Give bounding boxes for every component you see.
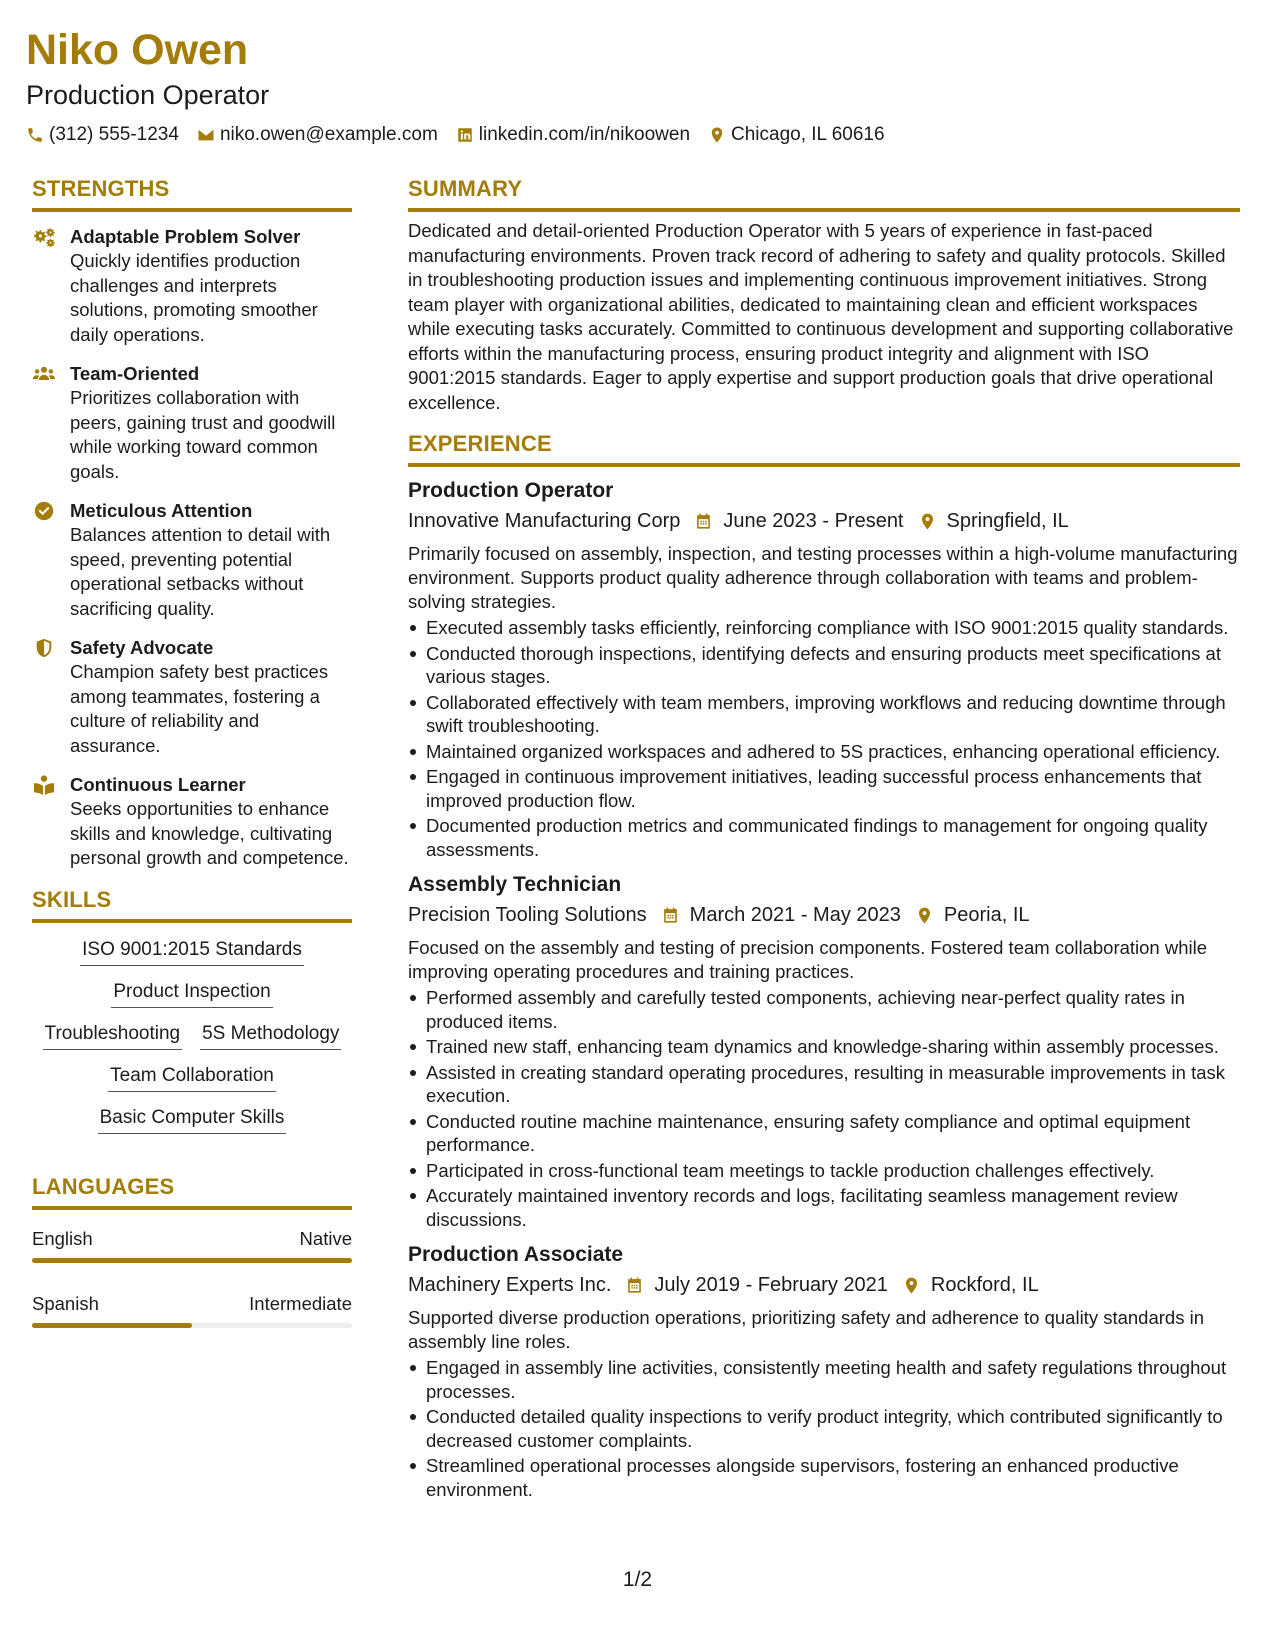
proficiency-bar xyxy=(32,1323,352,1328)
job-location: Springfield, IL xyxy=(946,510,1069,532)
strengths-list xyxy=(32,224,352,871)
map-pin-icon xyxy=(918,512,937,531)
job-entry xyxy=(408,871,1240,1231)
language-item xyxy=(32,1226,352,1263)
job-entry xyxy=(408,477,1240,861)
skills-list xyxy=(32,937,352,1134)
job-bullet: Documented production metrics and communicated findings to management for ongoing quality assessments. xyxy=(408,814,1240,861)
phone-icon xyxy=(26,126,44,144)
skill-tag: Basic Computer Skills xyxy=(98,1105,287,1134)
language-level: Native xyxy=(299,1227,352,1249)
strength-item xyxy=(32,361,352,484)
linkedin-text[interactable]: linkedin.com/in/nikoowen xyxy=(478,124,691,145)
page-number: 1/2 xyxy=(622,1568,653,1591)
calendar-icon xyxy=(694,512,713,531)
job-company: Innovative Manufacturing Corp xyxy=(408,510,681,532)
job-bullet: Conducted thorough inspections, identifying defects and ensuring products meet specifications at various stages. xyxy=(408,642,1240,689)
phone-text: (312) 555-1234 xyxy=(49,124,179,145)
language-name: Spanish xyxy=(32,1292,99,1314)
calendar-icon xyxy=(625,1276,644,1295)
location-text: Chicago, IL 60616 xyxy=(731,124,885,145)
job-bullet: Collaborated effectively with team members, improving workflows and reducing downtime through swift troubleshooting. xyxy=(408,691,1240,738)
experience-list xyxy=(408,477,1240,1501)
contact-location xyxy=(708,124,885,146)
job-description: Supported diverse production operations, prioritizing safety and adherence to quality standards in assembly line roles. xyxy=(408,1307,1204,1352)
job-title: Production Associate xyxy=(408,1243,624,1266)
map-pin-icon xyxy=(915,906,934,925)
skill-tag: 5S Methodology xyxy=(200,1021,341,1050)
job-company: Precision Tooling Solutions xyxy=(408,904,647,926)
strength-title: Adaptable Problem Solver xyxy=(70,226,301,247)
users-icon xyxy=(32,363,56,385)
job-location: Rockford, IL xyxy=(930,1274,1039,1296)
summary-text: Dedicated and detail-oriented Production Operator with 5 years of experience in fast-paced manufacturing environments. Proven track record of adhering to safety and quality protocols. Skilled in troubleshooting production issues and implementing continuous improvement initiatives. Strong team player with organizational abilities, dedicated to maintaining clean and efficient workspaces while executing tasks accurately. Committed to continuous development and supporting collaborative efforts within the manufacturing process, ensuring product integrity and alignment with ISO 9001:2015 standards. Eager to apply expertise and support production goals that drive operational excellence. xyxy=(408,220,1234,413)
contact-email[interactable] xyxy=(197,124,438,146)
book-reader-icon xyxy=(32,774,56,796)
contact-bar xyxy=(26,124,903,146)
contact-linkedin[interactable] xyxy=(456,124,690,146)
job-entry xyxy=(408,1241,1240,1501)
right-column xyxy=(408,174,1240,1511)
job-dates: June 2023 - Present xyxy=(723,510,904,532)
strength-desc: Balances attention to detail with speed, preventing potential operational setbacks without sacrificing quality. xyxy=(70,524,331,619)
candidate-title: Production Operator xyxy=(26,80,270,110)
job-bullets xyxy=(408,1356,1240,1501)
candidate-name: Niko Owen xyxy=(26,26,249,74)
map-pin-icon xyxy=(708,126,726,144)
job-bullet: Assisted in creating standard operating procedures, resulting in measurable improvements in task execution. xyxy=(408,1061,1240,1108)
job-title: Production Operator xyxy=(408,479,614,502)
experience-heading: EXPERIENCE xyxy=(408,429,1240,467)
job-bullet: Executed assembly tasks efficiently, reinforcing compliance with ISO 9001:2015 quality standards. xyxy=(408,616,1240,640)
job-meta xyxy=(408,506,1240,536)
left-column xyxy=(32,174,352,1356)
job-dates: July 2019 - February 2021 xyxy=(654,1274,888,1296)
job-meta xyxy=(408,900,1240,930)
language-name: English xyxy=(32,1227,93,1249)
strength-desc: Prioritizes collaboration with peers, gaining trust and goodwill while working toward common goals. xyxy=(70,387,336,482)
mail-icon xyxy=(197,126,215,144)
language-item xyxy=(32,1291,352,1328)
contact-phone xyxy=(26,124,179,146)
job-bullet: Trained new staff, enhancing team dynamics and knowledge-sharing within assembly processes. xyxy=(408,1035,1240,1059)
strength-desc: Quickly identifies production challenges and interprets solutions, promoting smoother daily operations. xyxy=(70,250,318,345)
strength-desc: Champion safety best practices among teammates, fostering a culture of reliability and assurance. xyxy=(70,661,329,756)
proficiency-bar xyxy=(32,1258,352,1263)
job-bullet: Conducted routine machine maintenance, ensuring safety compliance and optimal equipment performance. xyxy=(408,1110,1240,1157)
job-bullet: Conducted detailed quality inspections to verify product integrity, which contributed significantly to decreased customer complaints. xyxy=(408,1405,1240,1452)
proficiency-fill xyxy=(32,1258,352,1263)
job-bullet: Maintained organized workspaces and adhered to 5S practices, enhancing operational efficiency. xyxy=(408,740,1240,764)
map-pin-icon xyxy=(902,1276,921,1295)
skill-tag: ISO 9001:2015 Standards xyxy=(80,937,304,966)
job-description: Primarily focused on assembly, inspection, and testing processes within a high-volume manufacturing environment. Supports product quality adherence through collaboration with teams and problem-solving strategies. xyxy=(408,543,1238,612)
job-location: Peoria, IL xyxy=(943,904,1030,926)
summary-heading: SUMMARY xyxy=(408,174,1240,212)
languages-heading: LANGUAGES xyxy=(32,1172,352,1210)
check-circle-icon xyxy=(32,500,56,522)
strengths-heading: STRENGTHS xyxy=(32,174,352,212)
job-bullet: Participated in cross-functional team meetings to tackle production challenges effectively. xyxy=(408,1159,1240,1183)
job-bullet: Performed assembly and carefully tested components, achieving near-perfect quality rates in produced items. xyxy=(408,986,1240,1033)
calendar-icon xyxy=(661,906,680,925)
resume-header xyxy=(26,24,903,146)
shield-icon xyxy=(32,637,56,659)
strength-title: Team-Oriented xyxy=(70,363,200,384)
strength-item xyxy=(32,224,352,347)
proficiency-fill xyxy=(32,1323,192,1328)
job-bullets xyxy=(408,986,1240,1231)
email-text[interactable]: niko.owen@example.com xyxy=(219,124,438,145)
job-bullet: Streamlined operational processes alongside supervisors, fostering an enhanced productive environment. xyxy=(408,1454,1240,1501)
strength-desc: Seeks opportunities to enhance skills and knowledge, cultivating personal growth and competence. xyxy=(70,798,349,868)
strength-title: Meticulous Attention xyxy=(70,500,253,521)
strength-title: Safety Advocate xyxy=(70,637,214,658)
job-title: Assembly Technician xyxy=(408,873,622,896)
skill-tag: Product Inspection xyxy=(111,979,272,1008)
job-dates: March 2021 - May 2023 xyxy=(689,904,901,926)
strength-title: Continuous Learner xyxy=(70,774,246,795)
strength-item xyxy=(32,635,352,758)
job-description: Focused on the assembly and testing of precision components. Fostered team collaboration while improving operating procedures and training practices. xyxy=(408,937,1208,982)
job-bullet: Engaged in continuous improvement initiatives, leading successful process enhancements that improved production flow. xyxy=(408,765,1240,812)
job-bullets xyxy=(408,616,1240,861)
languages-list xyxy=(32,1226,352,1328)
job-bullet: Engaged in assembly line activities, consistently meeting health and safety regulations throughout processes. xyxy=(408,1356,1240,1403)
strength-item xyxy=(32,498,352,621)
strength-item xyxy=(32,772,352,871)
skill-tag: Troubleshooting xyxy=(43,1021,183,1050)
skill-tag: Team Collaboration xyxy=(108,1063,276,1092)
job-meta xyxy=(408,1270,1240,1300)
linkedin-icon xyxy=(456,126,474,144)
gears-icon xyxy=(32,226,56,248)
language-level: Intermediate xyxy=(249,1292,352,1314)
job-company: Machinery Experts Inc. xyxy=(408,1274,612,1296)
job-bullet: Accurately maintained inventory records and logs, facilitating seamless management review discussions. xyxy=(408,1184,1240,1231)
skills-heading: SKILLS xyxy=(32,885,352,923)
